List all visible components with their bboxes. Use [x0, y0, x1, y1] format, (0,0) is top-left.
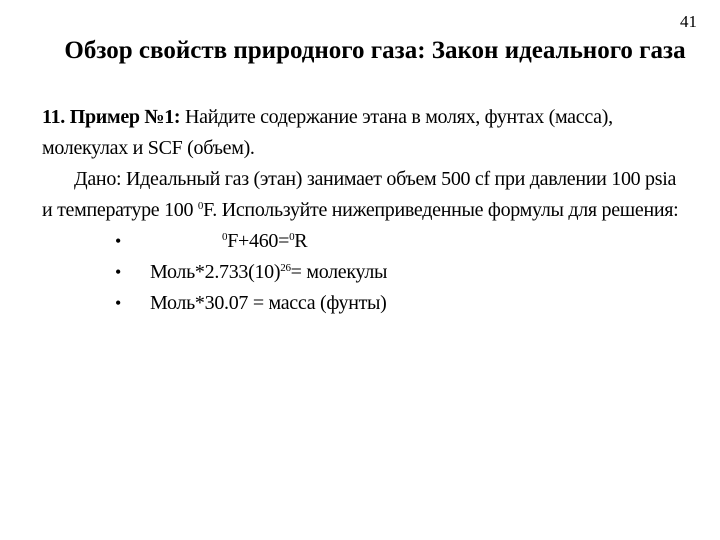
page-number: 41: [680, 12, 697, 31]
formula-item-temperature: [42, 226, 682, 257]
formula-item-molecules: [42, 257, 682, 288]
exponent-superscript: 26: [280, 262, 291, 274]
formula-text: F+460=: [227, 230, 290, 252]
formula-text: = молекулы: [290, 261, 388, 283]
degree-superscript: 0: [289, 231, 295, 243]
given-paragraph: [42, 164, 682, 226]
formula-text: Моль*2.733(10): [150, 261, 281, 283]
degree-superscript: 0: [222, 231, 228, 243]
given-text-start: Дано: Идеальный газ (этан) занимает объем 500 cf при давлении 100 psia и температуре 100: [42, 168, 677, 221]
formula-list: [42, 226, 682, 319]
example-paragraph: [42, 102, 682, 164]
slide-title: Обзор свойств природного газа: Закон идеального газа: [64, 37, 686, 64]
bullet-icon: •: [115, 262, 122, 282]
formula-text: Моль*30.07 = масса (фунты): [150, 292, 387, 314]
bullet-icon: •: [115, 231, 122, 251]
formula-text: R: [294, 230, 308, 252]
example-question: Найдите содержание этана в молях, фунтах (масса), молекулах и SCF (объем).: [42, 106, 613, 159]
degree-superscript: 0: [197, 200, 204, 212]
slide-body: [42, 102, 682, 319]
example-label: 11. Пример №1:: [42, 106, 181, 128]
formula-mass: [150, 288, 387, 319]
bullet-icon: •: [115, 293, 122, 313]
formula-item-mass: [42, 288, 682, 319]
formula-temperature: [222, 226, 307, 257]
formula-molecules: [150, 257, 387, 288]
given-text-end: F. Используйте нижеприведенные формулы для решения:: [203, 199, 679, 221]
